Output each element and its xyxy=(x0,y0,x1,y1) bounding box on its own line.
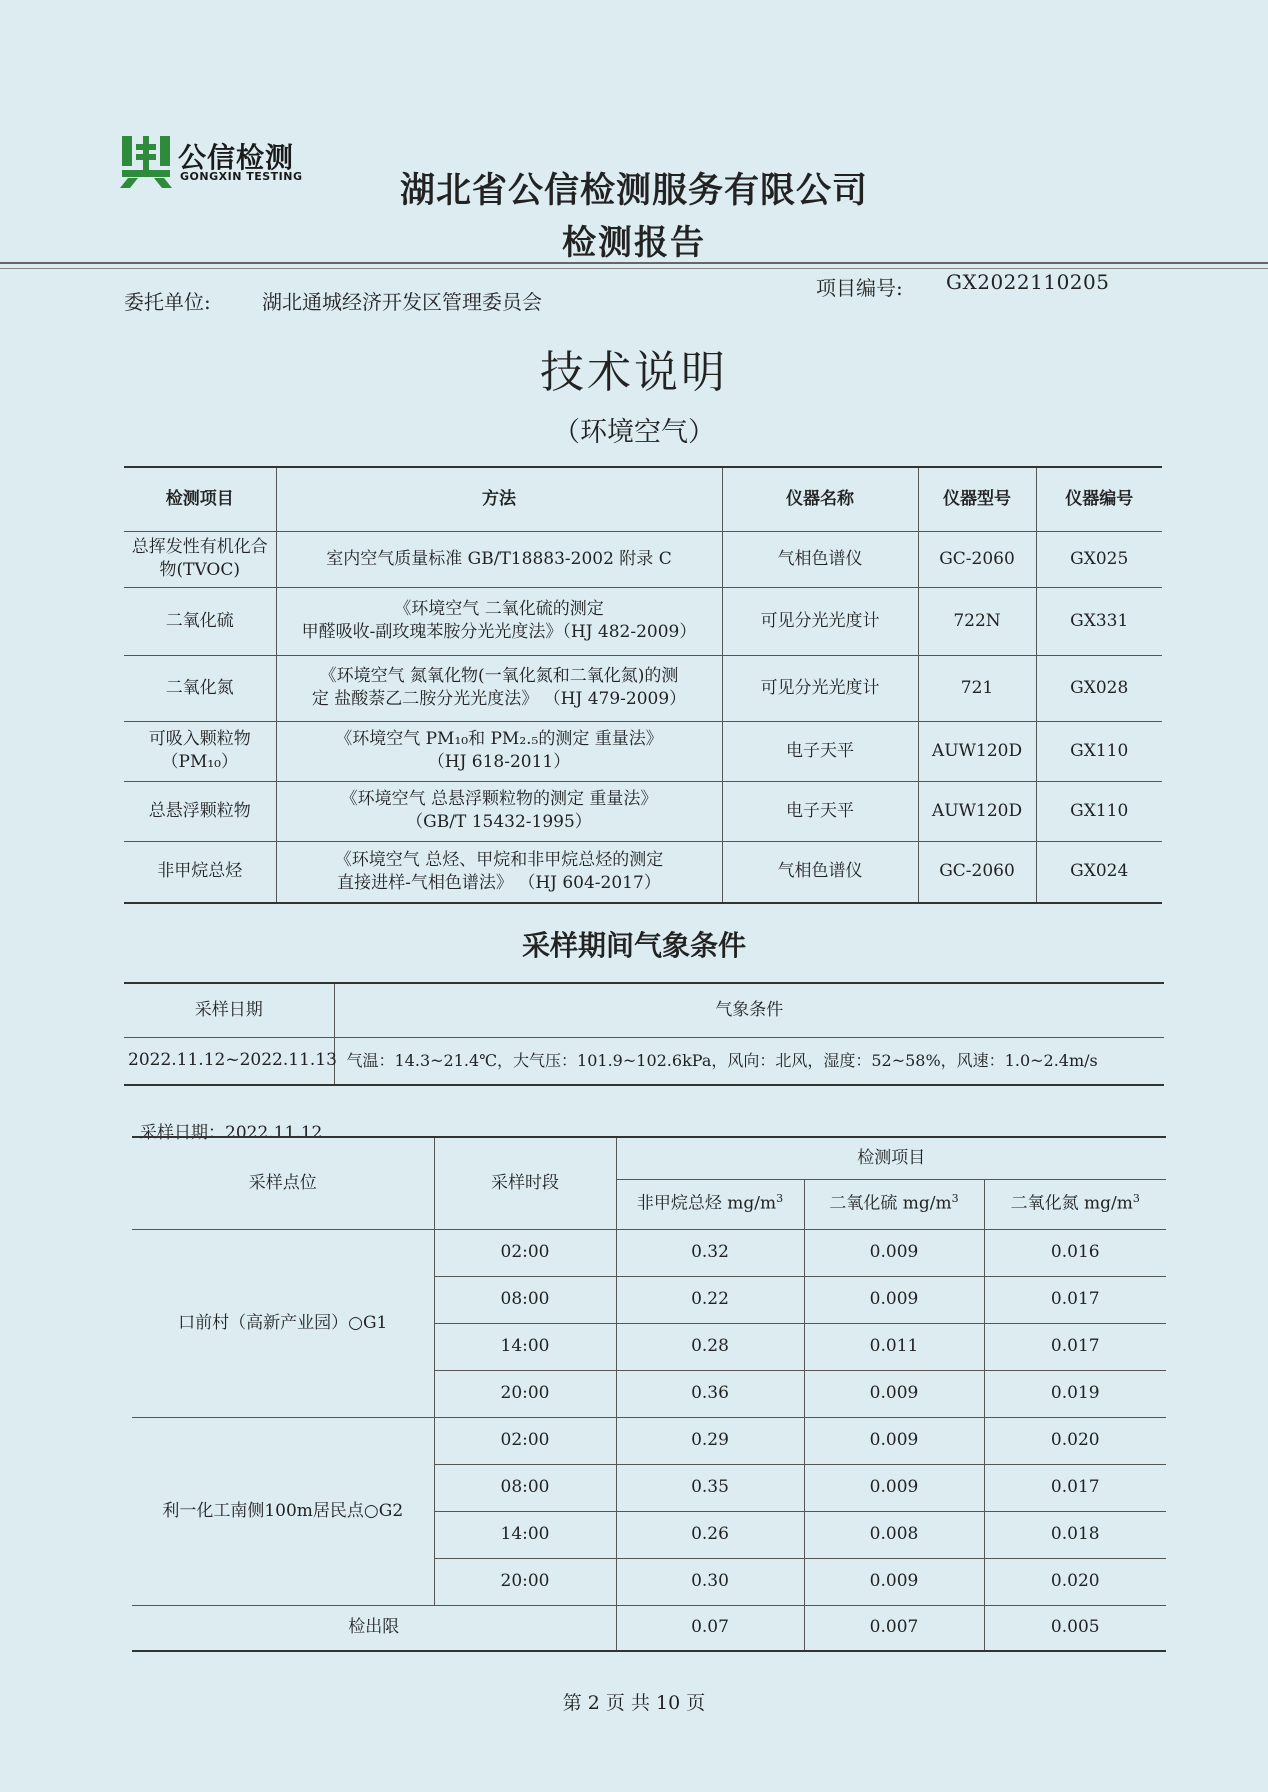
table-row xyxy=(124,841,1162,903)
header-nmhc xyxy=(616,1179,804,1229)
row-instrument: 电子天平 xyxy=(722,721,918,781)
header-so2 xyxy=(804,1179,984,1229)
method-line-2: （GB/T 15432-1995） xyxy=(406,812,592,832)
site-name: 口前村（高新产业园）○G1 xyxy=(132,1229,434,1417)
header-point: 采样点位 xyxy=(132,1137,434,1229)
row-instrument: 电子天平 xyxy=(722,781,918,841)
section-title: 技术说明 xyxy=(540,347,728,398)
company-name: 湖北省公信检测服务有限公司 xyxy=(399,171,868,211)
results-table xyxy=(132,1136,1166,1652)
method-line-2: 直接进样-气相色谱法》 （HJ 604-2017） xyxy=(337,872,661,893)
unit-sup: 3 xyxy=(776,1192,784,1206)
site-name: 利一化工南侧100m居民点○G2 xyxy=(132,1417,434,1605)
item-line-1: 可吸入颗粒物 xyxy=(148,729,251,750)
method-line-1: 《环境空气 总烃、甲烷和非甲烷总烃的测定 xyxy=(334,849,664,870)
sampling-date: 采样日期：2022.11.12 xyxy=(140,1123,323,1143)
row-time: 08:00 xyxy=(434,1464,616,1511)
header-date: 采样日期 xyxy=(124,983,334,1037)
row-no2: 0.019 xyxy=(984,1370,1166,1417)
row-number: GX110 xyxy=(1036,781,1162,841)
unit-sup: 3 xyxy=(1132,1192,1140,1206)
header-instrument: 仪器名称 xyxy=(722,467,918,531)
logo-name-en: GONGXIN TESTING xyxy=(180,170,303,183)
row-number: GX028 xyxy=(1036,655,1162,721)
method-line-2: （HJ 618-2011） xyxy=(427,752,571,772)
row-so2: 0.009 xyxy=(804,1276,984,1323)
row-so2: 0.009 xyxy=(804,1558,984,1605)
methods-table xyxy=(124,466,1162,904)
table-row xyxy=(132,1417,1166,1464)
row-nmhc: 0.22 xyxy=(616,1276,804,1323)
limit-label: 检出限 xyxy=(132,1605,616,1651)
row-nmhc: 0.32 xyxy=(616,1229,804,1276)
table-row xyxy=(124,531,1162,587)
header-period: 采样时段 xyxy=(434,1137,616,1229)
row-model: AUW120D xyxy=(918,721,1036,781)
row-instrument: 可见分光光度计 xyxy=(722,655,918,721)
row-method xyxy=(276,655,722,721)
row-no2: 0.017 xyxy=(984,1464,1166,1511)
row-number: GX024 xyxy=(1036,841,1162,903)
header-no2 xyxy=(984,1179,1166,1229)
row-item: 总悬浮颗粒物 xyxy=(124,781,276,841)
header-model: 仪器型号 xyxy=(918,467,1036,531)
row-no2: 0.020 xyxy=(984,1417,1166,1464)
row-item: 二氧化氮 xyxy=(124,655,276,721)
weather-table xyxy=(124,982,1164,1086)
row-nmhc: 0.35 xyxy=(616,1464,804,1511)
client-value: 湖北通城经济开发区管理委员会 xyxy=(262,290,542,314)
row-nmhc: 0.30 xyxy=(616,1558,804,1605)
header-nmhc-label: 非甲烷总烃 mg/m xyxy=(636,1193,777,1214)
row-nmhc: 0.29 xyxy=(616,1417,804,1464)
row-number: GX025 xyxy=(1036,531,1162,587)
header-conditions: 气象条件 xyxy=(334,983,1164,1037)
table-header-row xyxy=(124,467,1162,531)
row-instrument: 可见分光光度计 xyxy=(722,587,918,655)
row-no2: 0.020 xyxy=(984,1558,1166,1605)
limit-so2: 0.007 xyxy=(804,1605,984,1651)
table-row xyxy=(124,587,1162,655)
row-time: 08:00 xyxy=(434,1276,616,1323)
item-line-2: （PM₁₀） xyxy=(161,752,238,772)
table-row xyxy=(124,655,1162,721)
section-subtitle: （环境空气） xyxy=(553,417,715,448)
row-item: 总挥发性有机化合物(TVOC) xyxy=(124,531,276,587)
row-model: GC-2060 xyxy=(918,531,1036,587)
row-so2: 0.011 xyxy=(804,1323,984,1370)
client-label: 委托单位: xyxy=(124,290,211,314)
row-item: 非甲烷总烃 xyxy=(124,841,276,903)
row-number: GX331 xyxy=(1036,587,1162,655)
row-no2: 0.017 xyxy=(984,1323,1166,1370)
row-model: GC-2060 xyxy=(918,841,1036,903)
unit-sup: 3 xyxy=(951,1192,959,1206)
header-no2-label: 二氧化氮 mg/m xyxy=(1010,1193,1133,1214)
header-rule-thin xyxy=(0,268,1268,269)
row-so2: 0.009 xyxy=(804,1370,984,1417)
table-row xyxy=(124,1037,1164,1085)
row-no2: 0.018 xyxy=(984,1511,1166,1558)
row-item: 二氧化硫 xyxy=(124,587,276,655)
report-title: 检测报告 xyxy=(562,223,706,263)
table-header-row xyxy=(132,1137,1166,1179)
weather-title: 采样期间气象条件 xyxy=(521,929,746,962)
header-method: 方法 xyxy=(276,467,722,531)
method-line-1: 《环境空气 氮氧化物(一氧化氮和二氧化氮)的测 xyxy=(319,666,679,687)
header-number: 仪器编号 xyxy=(1036,467,1162,531)
row-nmhc: 0.28 xyxy=(616,1323,804,1370)
row-method xyxy=(276,781,722,841)
table-row xyxy=(124,781,1162,841)
method-line-1: 《环境空气 二氧化硫的测定 xyxy=(394,599,604,620)
row-so2: 0.009 xyxy=(804,1417,984,1464)
project-number: GX2022110205 xyxy=(946,270,1110,294)
row-time: 02:00 xyxy=(434,1417,616,1464)
row-model: 721 xyxy=(918,655,1036,721)
table-row xyxy=(132,1229,1166,1276)
row-model: 722N xyxy=(918,587,1036,655)
row-so2: 0.008 xyxy=(804,1511,984,1558)
row-no2: 0.017 xyxy=(984,1276,1166,1323)
row-instrument: 气相色谱仪 xyxy=(722,841,918,903)
row-time: 20:00 xyxy=(434,1558,616,1605)
weather-date: 2022.11.12~2022.11.13 xyxy=(124,1037,334,1085)
header-items: 检测项目 xyxy=(616,1137,1166,1179)
row-method: 室内空气质量标准 GB/T18883-2002 附录 C xyxy=(276,531,722,587)
row-model: AUW120D xyxy=(918,781,1036,841)
row-nmhc: 0.26 xyxy=(616,1511,804,1558)
row-method xyxy=(276,587,722,655)
row-item xyxy=(124,721,276,781)
method-line-1: 《环境空气 总悬浮颗粒物的测定 重量法》 xyxy=(340,789,658,810)
limit-nmhc: 0.07 xyxy=(616,1605,804,1651)
detection-limit-row xyxy=(132,1605,1166,1651)
method-line-2: 定 盐酸萘乙二胺分光光度法》 （HJ 479-2009） xyxy=(311,689,687,709)
row-no2: 0.016 xyxy=(984,1229,1166,1276)
limit-no2: 0.005 xyxy=(984,1605,1166,1651)
row-time: 14:00 xyxy=(434,1511,616,1558)
row-so2: 0.009 xyxy=(804,1229,984,1276)
logo-name-cn: 公信检测 xyxy=(178,141,295,174)
row-time: 20:00 xyxy=(434,1370,616,1417)
table-header-row xyxy=(124,983,1164,1037)
table-row xyxy=(124,721,1162,781)
header-so2-label: 二氧化硫 mg/m xyxy=(829,1193,952,1214)
page-number: 第 2 页 共 10 页 xyxy=(562,1692,706,1714)
method-line-2: 甲醛吸收-副玫瑰苯胺分光光度法》（HJ 482-2009） xyxy=(301,622,697,642)
row-number: GX110 xyxy=(1036,721,1162,781)
row-method xyxy=(276,841,722,903)
row-method xyxy=(276,721,722,781)
method-line-1: 《环境空气 PM₁₀和 PM₂.₅的测定 重量法》 xyxy=(335,729,663,750)
header-rule xyxy=(0,262,1268,264)
row-time: 02:00 xyxy=(434,1229,616,1276)
row-time: 14:00 xyxy=(434,1323,616,1370)
weather-conditions: 气温：14.3~21.4℃，大气压：101.9~102.6kPa，风向：北风，湿度：52~58%，风速：1.0~2.4m/s xyxy=(334,1037,1164,1085)
header-item: 检测项目 xyxy=(124,467,276,531)
row-so2: 0.009 xyxy=(804,1464,984,1511)
row-nmhc: 0.36 xyxy=(616,1370,804,1417)
row-instrument: 气相色谱仪 xyxy=(722,531,918,587)
project-label: 项目编号: xyxy=(816,276,903,300)
